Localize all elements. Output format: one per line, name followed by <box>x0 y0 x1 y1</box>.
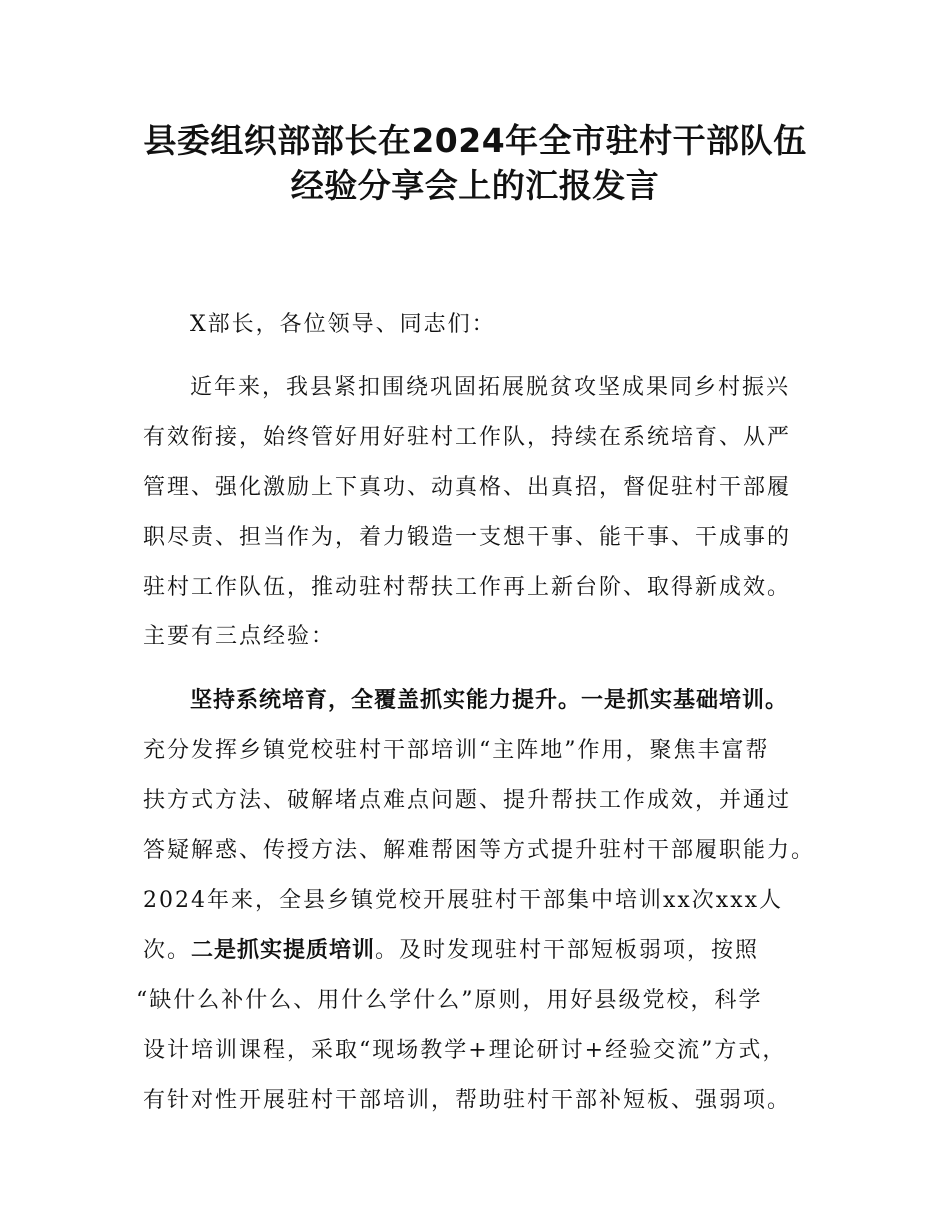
section-1-subheading: 二是抓实提质培训 <box>191 938 376 963</box>
section-1-line: 2024年来，全县乡镇党校开展驻村干部集中培训xx次xxx人 <box>143 888 784 913</box>
section-1-line-prefix: 次。 <box>143 938 192 963</box>
document-title-line-1: 县委组织部部长在2024年全市驻村干部队伍 <box>143 121 807 160</box>
intro-line: 主要有三点经验： <box>143 624 336 649</box>
section-1-line: 有针对性开展驻村干部培训，帮助驻村干部补短板、强弱项。 <box>143 1088 792 1113</box>
section-1-line-mixed <box>143 936 759 966</box>
intro-line: 职尽责、担当作为，着力锻造一支想干事、能干事、干成事的 <box>143 525 792 550</box>
section-1-line: 充分发挥乡镇党校驻村干部培训“主阵地”作用，聚焦丰富帮 <box>143 738 770 763</box>
intro-line: 有效衔接，始终管好用好驻村工作队，持续在系统培育、从严 <box>143 425 792 450</box>
intro-line: 管理、强化激励上下真功、动真格、出真招，督促驻村干部履 <box>143 475 792 500</box>
section-1-line: 扶方式方法、破解堵点难点问题、提升帮扶工作成效，并通过 <box>143 788 792 813</box>
section-1-line: 设计培训课程，采取“现场教学+理论研讨+经验交流”方式， <box>143 1038 787 1063</box>
intro-line: 近年来，我县紧扣围绕巩固拓展脱贫攻坚成果同乡村振兴 <box>190 375 791 400</box>
salutation: X部长，各位领导、同志们： <box>190 312 496 337</box>
document-title-line-2: 经验分享会上的汇报发言 <box>290 166 660 205</box>
section-1-line: “缺什么补什么、用什么学什么”原则，用好县级党校，科学 <box>136 988 763 1013</box>
section-1-line: 答疑解惑、传授方法、解难帮困等方式提升驻村干部履职能力。 <box>143 838 816 863</box>
intro-line: 驻村工作队伍，推动驻村帮扶工作再上新台阶、取得新成效。 <box>143 575 792 600</box>
section-1-line-rest: 。及时发现驻村干部短板弱项，按照 <box>375 938 760 963</box>
section-1-heading: 坚持系统培育，全覆盖抓实能力提升。一是抓实基础培训。 <box>190 688 789 713</box>
